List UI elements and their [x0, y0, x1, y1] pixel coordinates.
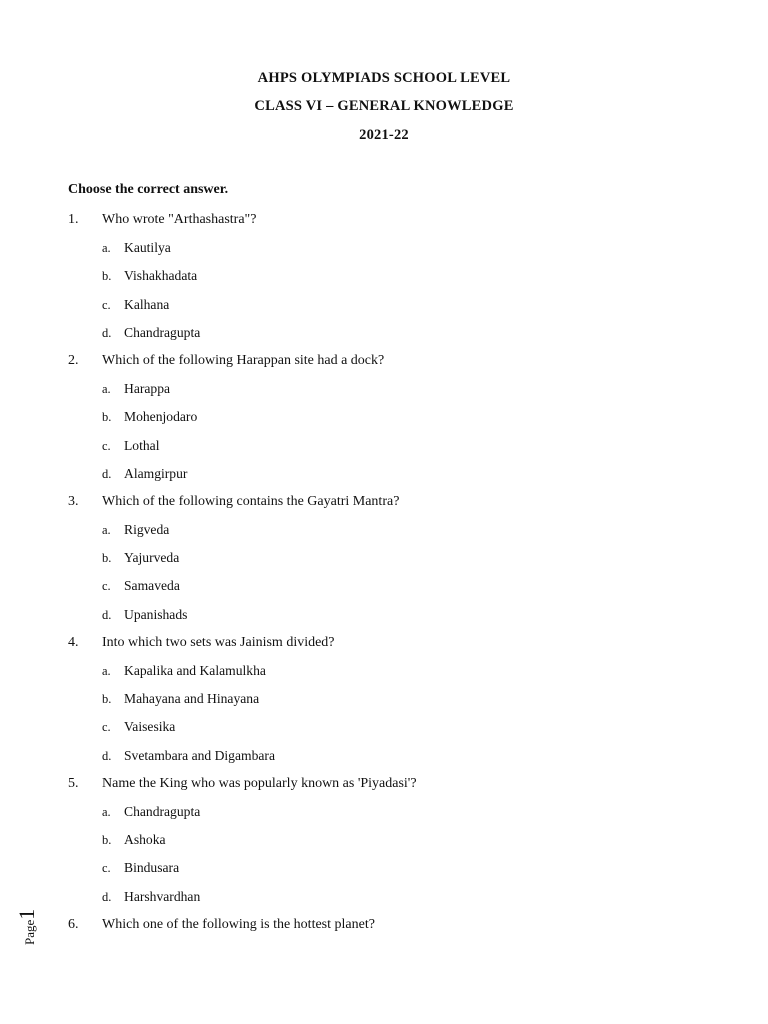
option-letter: a.	[102, 241, 111, 256]
option-letter: b.	[102, 551, 112, 566]
document-subtitle: CLASS VI – GENERAL KNOWLEDGE	[254, 98, 514, 114]
answer-option	[0, 661, 768, 689]
question-text: Name the King who was popularly known as 'Piyadasi'?	[102, 775, 417, 791]
answer-option	[0, 605, 768, 633]
option-text: Harappa	[124, 381, 171, 397]
option-text: Vaisesika	[124, 719, 176, 735]
answer-option	[0, 746, 768, 774]
option-text: Kalhana	[124, 296, 170, 312]
option-letter: b.	[102, 692, 112, 707]
option-text: Vishakhadata	[124, 268, 198, 284]
option-text: Bindusara	[124, 860, 180, 876]
option-letter: d.	[102, 748, 112, 763]
option-text: Mohenjodaro	[124, 409, 198, 425]
question-number: 6.	[68, 916, 79, 932]
answer-option	[0, 576, 768, 604]
question-text: Which of the following Harappan site had a dock?	[102, 352, 385, 368]
answer-option	[0, 858, 768, 886]
answer-option	[0, 295, 768, 323]
answer-option	[0, 717, 768, 745]
option-letter: c.	[102, 438, 111, 453]
answer-option	[0, 323, 768, 351]
option-letter: c.	[102, 720, 111, 735]
option-text: Mahayana and Hinayana	[124, 691, 260, 707]
option-text: Alamgirpur	[124, 465, 188, 481]
option-text: Svetambara and Digambara	[124, 747, 275, 763]
question-number: 5.	[68, 775, 79, 791]
question-row	[0, 210, 768, 238]
answer-option	[0, 548, 768, 576]
answer-option	[0, 887, 768, 915]
option-letter: b.	[102, 833, 112, 848]
answer-option	[0, 830, 768, 858]
question-number: 3.	[68, 493, 79, 509]
option-letter: a.	[102, 664, 111, 678]
option-letter: c.	[102, 861, 111, 876]
question-row	[0, 351, 768, 379]
option-text: Kapalika and Kalamulkha	[124, 663, 266, 678]
option-text: Chandragupta	[124, 324, 201, 340]
answer-option	[0, 266, 768, 294]
answer-option	[0, 436, 768, 464]
answer-option	[0, 802, 768, 830]
question-list	[0, 210, 768, 943]
option-letter: d.	[102, 607, 112, 622]
option-letter: c.	[102, 579, 111, 594]
option-letter: a.	[102, 804, 111, 819]
option-letter: d.	[102, 466, 112, 481]
answer-option	[0, 238, 768, 266]
option-text: Harshvardhan	[124, 888, 201, 904]
option-letter: a.	[102, 382, 111, 397]
page-footer	[14, 900, 48, 960]
option-letter: d.	[102, 325, 112, 340]
question-text: Which of the following contains the Gayatri Mantra?	[102, 493, 400, 509]
option-text: Rigveda	[124, 522, 170, 538]
question-row	[0, 492, 768, 520]
question-row	[0, 915, 768, 943]
instruction-text: Choose the correct answer.	[68, 182, 229, 197]
option-text: Lothal	[124, 437, 160, 453]
question-number: 2.	[68, 352, 79, 368]
option-letter: a.	[102, 523, 111, 538]
question-row	[0, 774, 768, 802]
option-text: Yajurveda	[124, 550, 180, 566]
question-number: 4.	[68, 634, 79, 650]
answer-option	[0, 689, 768, 717]
question-row	[0, 633, 768, 661]
question-text: Into which two sets was Jainism divided?	[102, 634, 335, 650]
answer-option	[0, 407, 768, 435]
option-text: Kautilya	[124, 240, 171, 256]
option-text: Chandragupta	[124, 803, 201, 819]
question-number: 1.	[68, 212, 79, 227]
answer-option	[0, 379, 768, 407]
option-letter: b.	[102, 410, 112, 425]
document-title: AHPS OLYMPIADS SCHOOL LEVEL	[257, 70, 511, 86]
question-text: Who wrote "Arthashastra"?	[102, 212, 257, 227]
answer-option	[0, 464, 768, 492]
page-number: 1	[14, 908, 39, 920]
option-text: Samaveda	[124, 578, 180, 594]
answer-option	[0, 520, 768, 548]
option-text: Ashoka	[124, 832, 166, 848]
document-year: 2021-22	[359, 127, 409, 143]
option-letter: b.	[102, 269, 112, 284]
option-letter: c.	[102, 297, 111, 312]
option-letter: d.	[102, 889, 112, 904]
option-text: Upanishads	[124, 606, 188, 622]
question-text: Which one of the following is the hottest planet?	[102, 916, 375, 932]
page-label: Page	[22, 919, 37, 945]
